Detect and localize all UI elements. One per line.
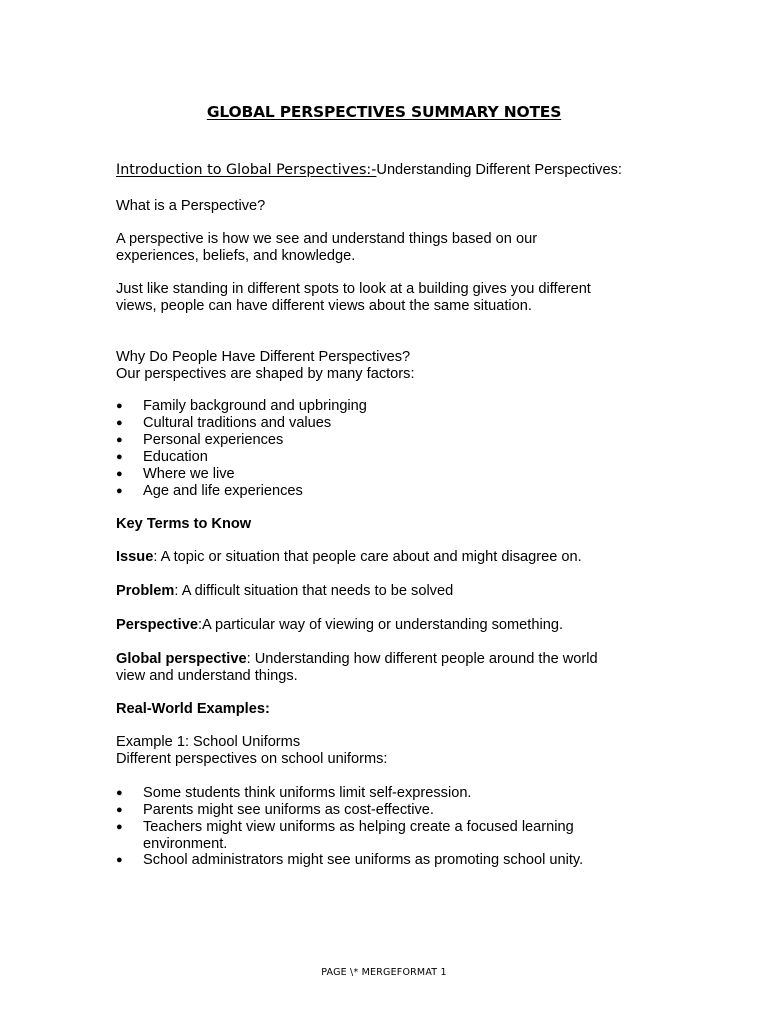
what-is-para2-line2: views, people can have different views about the same situation.: [116, 298, 532, 314]
bullet-icon: ●: [116, 451, 123, 463]
what-is-para1-line1: A perspective is how we see and understand things based on our: [116, 231, 538, 247]
why-lead: Our perspectives are shaped by many factors:: [116, 366, 415, 382]
bullet-icon: ●: [116, 804, 123, 816]
example1-title: Example 1: School Uniforms: [116, 734, 301, 750]
term-global: Global perspective: Understanding how different people around the world: [116, 651, 598, 667]
bullet-icon: ●: [116, 400, 123, 412]
what-is-para1-line2: experiences, beliefs, and knowledge.: [116, 248, 356, 264]
bullet-icon: ●: [116, 821, 123, 833]
what-is-para2-line1: Just like standing in different spots to look at a building gives you different: [116, 281, 591, 297]
term-issue: Issue: A topic or situation that people care about and might disagree on.: [116, 549, 582, 565]
factor-item: ● Cultural traditions and values: [116, 415, 332, 431]
factor-item: ● Age and life experiences: [116, 483, 303, 499]
example-item: ● Teachers might view uniforms as helping create a focused learning: [116, 819, 574, 835]
example-item: ● Some students think uniforms limit self-expression.: [116, 785, 472, 801]
bullet-icon: ●: [116, 787, 123, 799]
bullet-icon: ●: [116, 854, 123, 866]
example-item-cont: environment.: [143, 836, 228, 852]
why-question: Why Do People Have Different Perspectives?: [116, 349, 411, 365]
term-global-cont: view and understand things.: [116, 668, 298, 684]
intro-line: [116, 162, 622, 179]
bullet-icon: ●: [116, 485, 123, 497]
page-footer: PAGE \* MERGEFORMAT 1: [321, 967, 447, 978]
term-perspective: Perspective:A particular way of viewing or understanding something.: [116, 617, 563, 633]
page-title: GLOBAL PERSPECTIVES SUMMARY NOTES: [206, 103, 562, 121]
key-terms-heading: Key Terms to Know: [116, 516, 252, 532]
example-item: ● Parents might see uniforms as cost-effective.: [116, 802, 434, 818]
what-is-question: What is a Perspective?: [116, 198, 266, 214]
intro-subheading: Understanding Different Perspectives:: [376, 162, 622, 178]
bullet-icon: ●: [116, 417, 123, 429]
term-problem: Problem: A difficult situation that needs to be solved: [116, 583, 454, 599]
intro-heading: Introduction to Global Perspectives:-: [116, 162, 377, 178]
factor-item: ● Family background and upbringing: [116, 398, 367, 414]
factor-item: ● Where we live: [116, 466, 235, 482]
bullet-icon: ●: [116, 468, 123, 480]
bullet-icon: ●: [116, 434, 123, 446]
factor-item: ● Personal experiences: [116, 432, 284, 448]
factor-item: ● Education: [116, 449, 208, 465]
example1-lead: Different perspectives on school uniforms:: [116, 751, 388, 767]
example-item: ● School administrators might see uniforms as promoting school unity.: [116, 852, 584, 868]
examples-heading: Real-World Examples:: [116, 701, 270, 717]
